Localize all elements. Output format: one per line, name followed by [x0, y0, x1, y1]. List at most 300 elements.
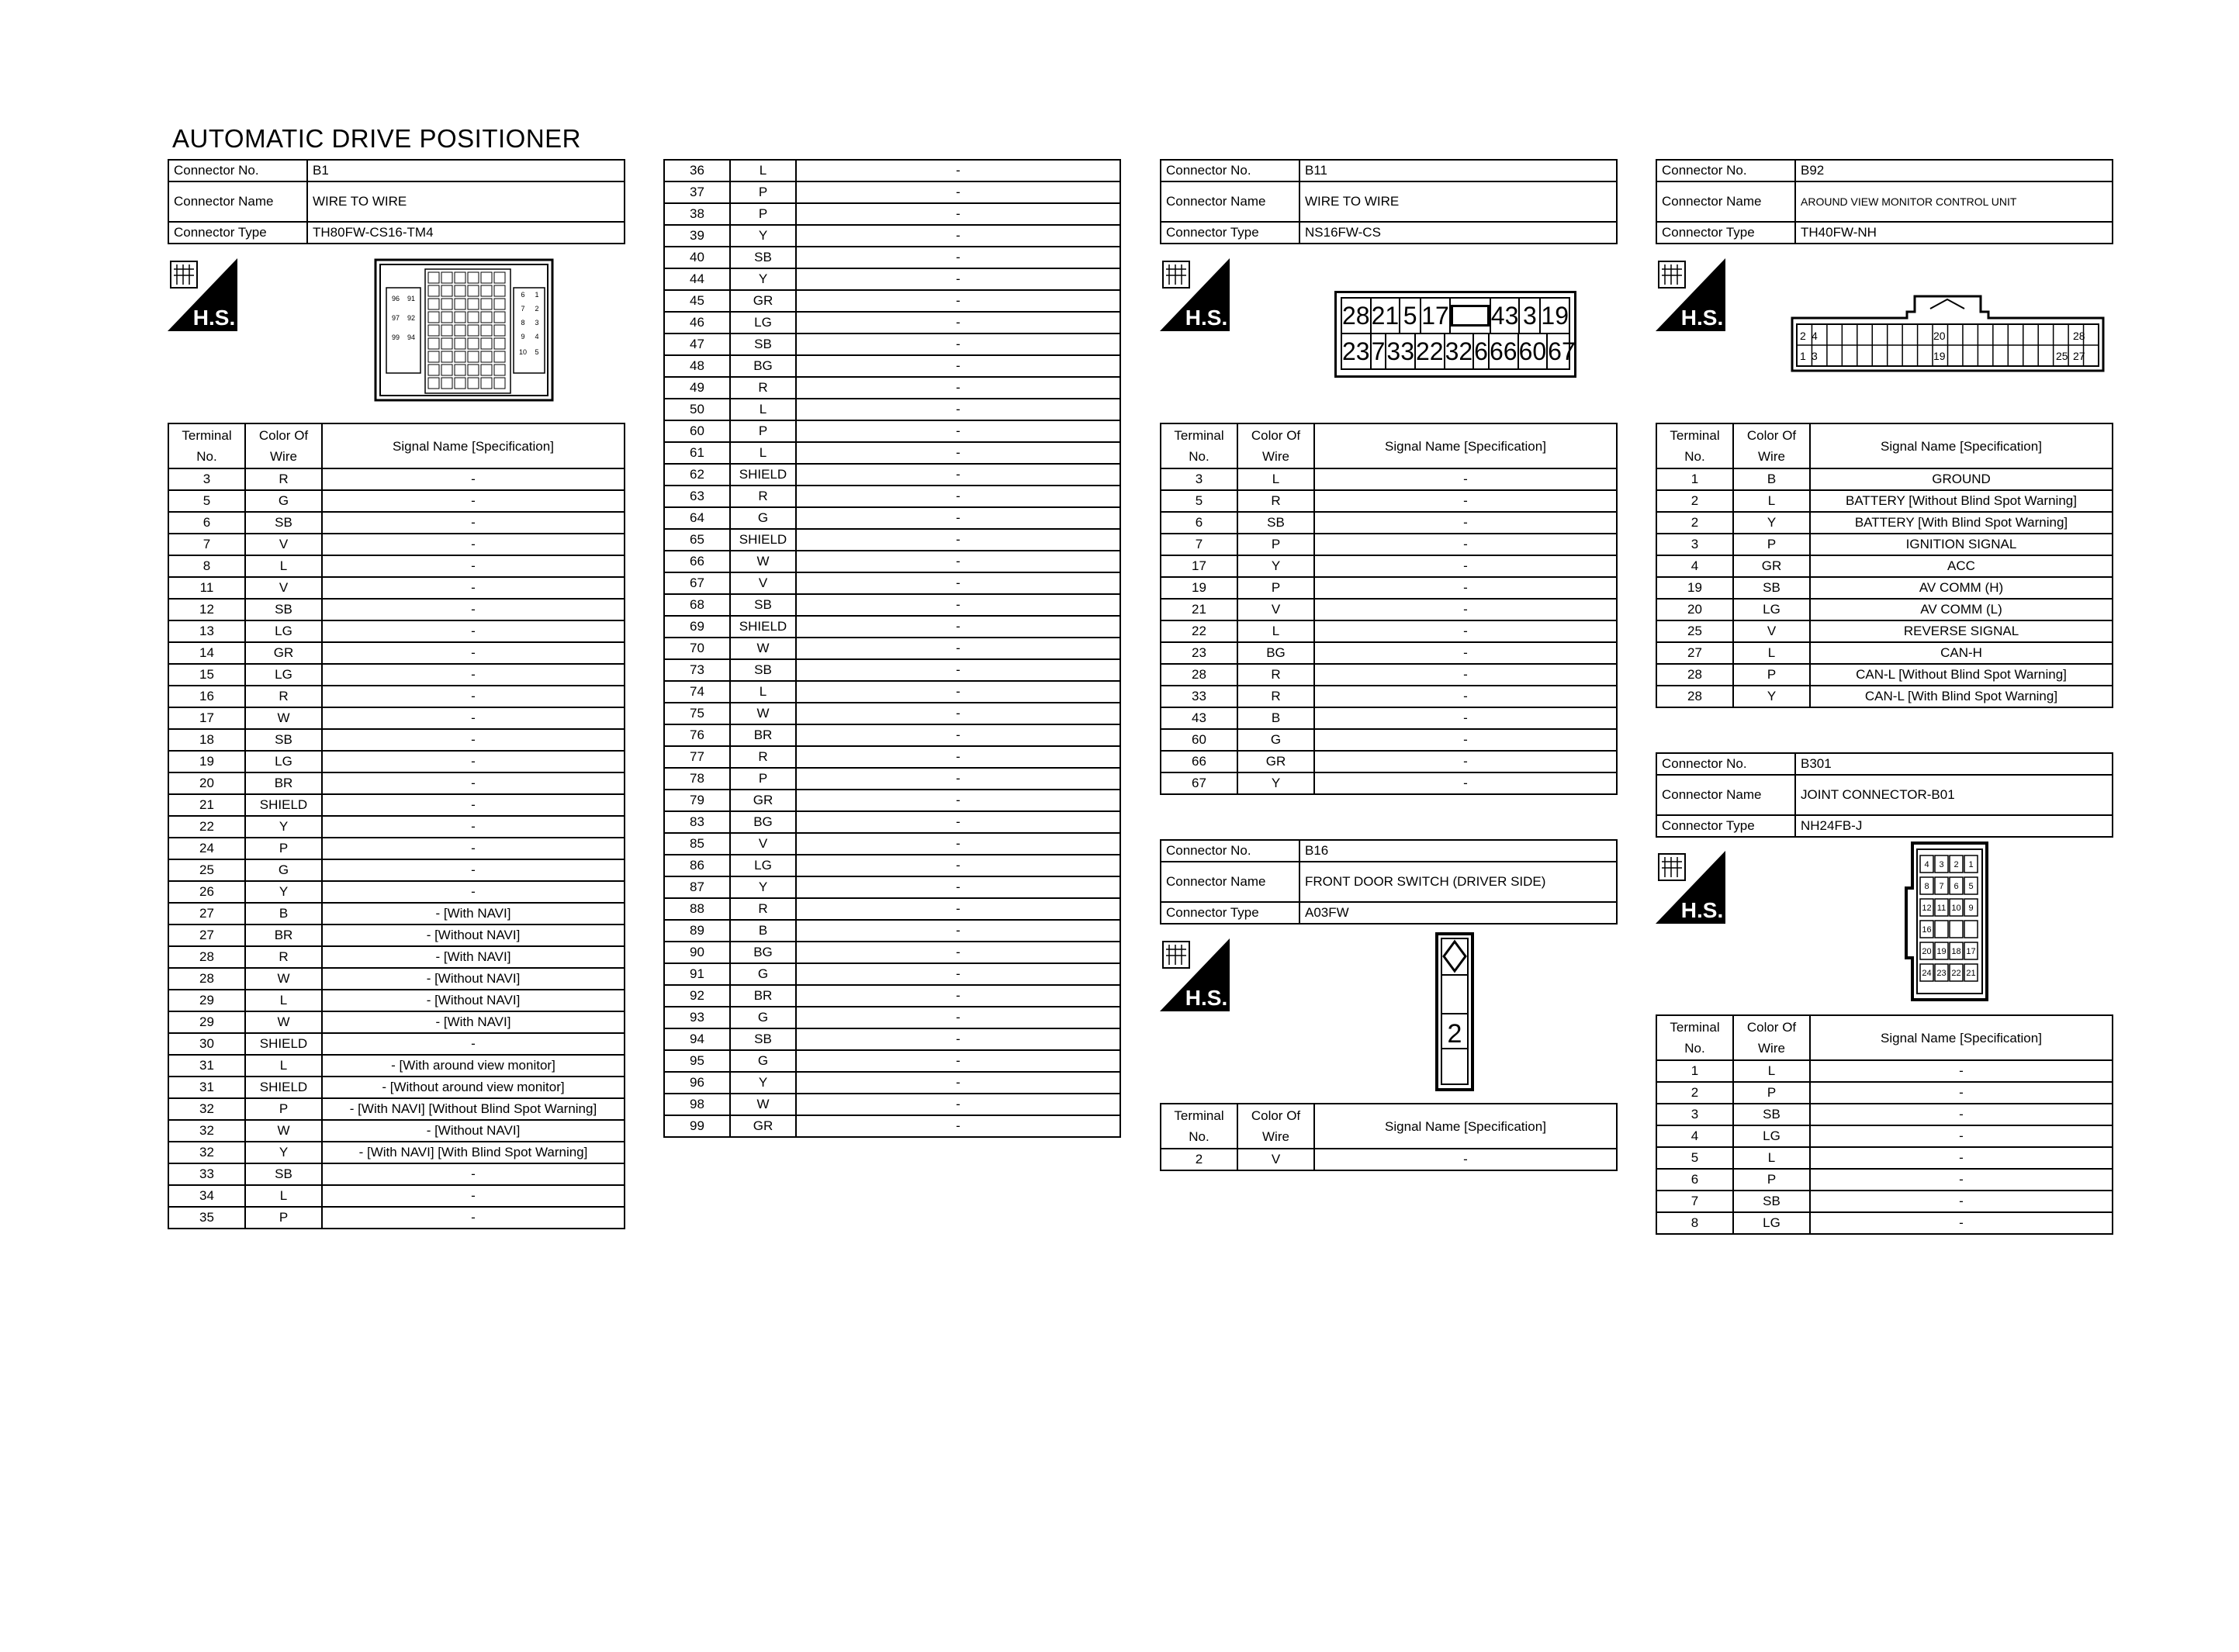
signal-cell: - [1314, 707, 1617, 729]
signal-cell: - [796, 898, 1120, 920]
color-cell: SB [730, 659, 796, 681]
b1-pin-cavity [441, 272, 452, 283]
color-cell: V [1237, 599, 1314, 620]
terminal-cell: 86 [664, 855, 730, 876]
terminal-cell: 39 [664, 225, 730, 247]
b1-pin-cavity [455, 378, 465, 389]
hs-label: H.S. [1680, 898, 1724, 922]
b301-pin-label: 11 [1936, 904, 1947, 913]
table-row [1656, 620, 2113, 642]
signal-cell: BATTERY [With Blind Spot Warning] [1810, 512, 2113, 534]
signal-cell: - [322, 838, 625, 859]
terminal-cell: 5 [168, 490, 245, 512]
signal-cell: - [796, 464, 1120, 486]
terminal-cell: 61 [664, 442, 730, 464]
color-cell: LG [730, 855, 796, 876]
terminal-cell: 77 [664, 746, 730, 768]
terminal-cell: 3 [168, 468, 245, 490]
signal-cell: - [796, 638, 1120, 659]
color-cell: B [1733, 468, 1810, 490]
signal-cell: - [796, 616, 1120, 638]
terminal-cell: 99 [664, 1115, 730, 1137]
color-header: Color Of Wire [1237, 423, 1314, 468]
b301-pin-label: 21 [1966, 969, 1976, 978]
b11-pin: 43 [1491, 299, 1521, 333]
signal-cell: - [1810, 1147, 2113, 1169]
table-row [664, 1072, 1120, 1094]
terminal-cell: 37 [664, 181, 730, 203]
b1-pin-label: 91 [407, 295, 416, 302]
b1-pin-cavity [428, 272, 439, 283]
terminal-header: Terminal No. [1161, 423, 1237, 468]
color-cell: GR [1237, 751, 1314, 772]
terminal-cell: 13 [168, 620, 245, 642]
signal-cell: - [796, 268, 1120, 290]
color-cell: SHIELD [245, 1077, 322, 1098]
table-row [1656, 1104, 2113, 1125]
color-cell: GR [730, 290, 796, 312]
b1-pin-cavity [481, 272, 492, 283]
signal-cell: - [With NAVI] [With Blind Spot Warning] [322, 1142, 625, 1163]
terminal-cell: 18 [168, 729, 245, 751]
table-row [1161, 772, 1617, 794]
table-row [168, 1185, 625, 1207]
signal-cell: - [With NAVI] [322, 946, 625, 968]
table-row [1161, 620, 1617, 642]
signal-header: Signal Name [Specification] [1314, 423, 1617, 468]
b1-pin-cavity [441, 365, 452, 375]
signal-cell: - [1314, 772, 1617, 794]
b1-pin-cavity [441, 285, 452, 296]
b1-pin-cavity [468, 338, 479, 349]
terminal-cell: 11 [168, 577, 245, 599]
terminal-cell: 44 [664, 268, 730, 290]
b16-pin-label: 2 [1447, 1019, 1462, 1049]
color-cell: G [730, 1050, 796, 1072]
color-cell: P [730, 420, 796, 442]
b301-pin-label: 9 [1968, 904, 1974, 913]
b1-pin-label: 94 [407, 334, 416, 341]
signal-cell: ACC [1810, 555, 2113, 577]
signal-cell: - [1314, 490, 1617, 512]
table-row [168, 1163, 625, 1185]
b16-header-table [1160, 839, 1618, 924]
terminal-cell: 36 [664, 160, 730, 181]
color-cell: SB [730, 594, 796, 616]
b11-pin-row-top [1341, 297, 1570, 334]
terminal-cell: 67 [1161, 772, 1237, 794]
signal-cell: - [Without NAVI] [322, 1120, 625, 1142]
color-cell: Y [1733, 686, 1810, 707]
signal-header: Signal Name [Specification] [322, 423, 625, 468]
color-cell: SB [1733, 1191, 1810, 1212]
table-row [168, 664, 625, 686]
table-row [168, 881, 625, 903]
b301-pin-label: 8 [1924, 882, 1929, 891]
color-cell: L [730, 442, 796, 464]
terminal-cell: 15 [168, 664, 245, 686]
table-row [168, 751, 625, 772]
b92-header-table [1656, 159, 2113, 244]
signal-cell: - [796, 420, 1120, 442]
signal-cell: - [1810, 1082, 2113, 1104]
terminal-cell: 5 [1656, 1147, 1733, 1169]
color-cell: LG [245, 664, 322, 686]
signal-cell: - [322, 1163, 625, 1185]
connector-name-value: FRONT DOOR SWITCH (DRIVER SIDE) [1299, 862, 1617, 902]
b301-pin-label: 24 [1922, 969, 1932, 978]
b1-pin-label: 1 [535, 291, 539, 299]
b92-terminal-table [1656, 423, 2113, 708]
b11-pin: 60 [1519, 334, 1549, 368]
b1-pin-cavity [481, 325, 492, 336]
table-row [1161, 490, 1617, 512]
signal-cell: - [796, 790, 1120, 811]
b1-pin-cavity [494, 338, 505, 349]
b301-pin-label: 20 [1922, 947, 1932, 956]
color-cell: BG [1237, 642, 1314, 664]
table-row [664, 290, 1120, 312]
color-cell: G [245, 490, 322, 512]
color-cell: LG [730, 312, 796, 334]
terminal-cell: 29 [168, 1011, 245, 1033]
terminal-cell: 20 [168, 772, 245, 794]
terminal-cell: 5 [1161, 490, 1237, 512]
b1-pin-cavity [468, 299, 479, 309]
signal-cell: - [796, 529, 1120, 551]
signal-cell: - [322, 642, 625, 664]
b1-pin-label: 96 [391, 295, 400, 302]
b301-pin-label: 4 [1924, 860, 1929, 869]
connector-name-label: Connector Name [1161, 181, 1299, 222]
b1-pin-label: 10 [518, 348, 528, 356]
b1-pin-cavity [455, 365, 465, 375]
terminal-cell: 90 [664, 942, 730, 963]
b1-pin-label: 9 [521, 333, 525, 340]
terminal-cell: 38 [664, 203, 730, 225]
b92-pin-label: 28 [2073, 330, 2085, 342]
signal-cell: - [796, 1115, 1120, 1137]
signal-cell: - [With NAVI] [Without Blind Spot Warning] [322, 1098, 625, 1120]
table-row [1161, 577, 1617, 599]
terminal-cell: 83 [664, 811, 730, 833]
table-row [168, 968, 625, 990]
terminal-cell: 28 [1656, 664, 1733, 686]
terminal-cell: 60 [664, 420, 730, 442]
terminal-cell: 62 [664, 464, 730, 486]
table-row [168, 903, 625, 924]
color-cell: L [1733, 642, 1810, 664]
b1-pin-cavity [494, 285, 505, 296]
signal-cell: - [796, 247, 1120, 268]
table-row [664, 420, 1120, 442]
signal-cell: - [796, 855, 1120, 876]
b1-pin-cavity [481, 338, 492, 349]
signal-cell: - [796, 963, 1120, 985]
color-cell: GR [730, 790, 796, 811]
b1-pin-cavity [494, 272, 505, 283]
color-cell: R [730, 898, 796, 920]
color-cell: BG [730, 355, 796, 377]
table-row [664, 703, 1120, 724]
b1-pin-cavity [494, 351, 505, 362]
terminal-cell: 7 [1656, 1191, 1733, 1212]
terminal-cell: 26 [168, 881, 245, 903]
signal-cell: - [322, 686, 625, 707]
terminal-cell: 32 [168, 1098, 245, 1120]
table-row [168, 577, 625, 599]
signal-cell: - [Without NAVI] [322, 968, 625, 990]
color-cell: W [730, 638, 796, 659]
signal-cell: - [322, 816, 625, 838]
terminal-cell: 87 [664, 876, 730, 898]
harness-side-icon [1160, 258, 1230, 331]
b1-pin-cavity [494, 378, 505, 389]
connector-type-label: Connector Type [1161, 902, 1299, 924]
b11-pin: 22 [1416, 334, 1445, 368]
terminal-cell: 85 [664, 833, 730, 855]
color-cell: SB [1733, 577, 1810, 599]
color-cell: P [1237, 577, 1314, 599]
color-cell: V [1733, 620, 1810, 642]
table-row [168, 729, 625, 751]
table-row [664, 572, 1120, 594]
terminal-cell: 29 [168, 990, 245, 1011]
b1-pin-label: 97 [391, 314, 400, 322]
table-row [664, 942, 1120, 963]
b92-pin-label: 25 [2056, 350, 2068, 362]
terminal-cell: 46 [664, 312, 730, 334]
signal-cell: - [796, 225, 1120, 247]
connector-no-value: B11 [1299, 160, 1617, 181]
color-cell: Y [730, 876, 796, 898]
b92-pin-label: 20 [1933, 330, 1946, 342]
table-row [1656, 1060, 2113, 1082]
b1-pin-cavity [455, 351, 465, 362]
color-cell: L [730, 399, 796, 420]
b1-pin-cavity [441, 338, 452, 349]
b1-pin-cavity [428, 338, 439, 349]
terminal-cell: 78 [664, 768, 730, 790]
table-row [664, 681, 1120, 703]
terminal-cell: 12 [168, 599, 245, 620]
b1-pin-cavity [481, 312, 492, 323]
terminal-cell: 21 [168, 794, 245, 816]
table-row [168, 924, 625, 946]
b1-connector-face [374, 258, 554, 402]
connector-type-value: A03FW [1299, 902, 1617, 924]
harness-side-icon [168, 258, 237, 331]
terminal-cell: 45 [664, 290, 730, 312]
terminal-cell: 47 [664, 334, 730, 355]
terminal-cell: 7 [168, 534, 245, 555]
signal-cell: - [322, 794, 625, 816]
terminal-header: Terminal No. [168, 423, 245, 468]
table-row [664, 464, 1120, 486]
b92-connector-face [1791, 295, 2105, 372]
table-row [1656, 512, 2113, 534]
b1-pin-cavity [468, 365, 479, 375]
color-cell: G [730, 507, 796, 529]
b1-pin-cavity [441, 312, 452, 323]
table-row [168, 1055, 625, 1077]
color-cell: L [1237, 620, 1314, 642]
signal-cell: - [322, 468, 625, 490]
terminal-cell: 89 [664, 920, 730, 942]
b11-pin: 66 [1490, 334, 1519, 368]
harness-side-icon [1160, 938, 1230, 1011]
b301-pin-label: 17 [1966, 947, 1976, 956]
b16-terminal-table [1160, 1103, 1618, 1171]
color-cell: Y [245, 1142, 322, 1163]
table-row [664, 203, 1120, 225]
b301-pin-label: 6 [1954, 882, 1959, 891]
terminal-cell: 49 [664, 377, 730, 399]
b301-pin-label: 12 [1922, 904, 1932, 913]
color-cell: LG [1733, 599, 1810, 620]
terminal-cell: 88 [664, 898, 730, 920]
signal-cell: - [1314, 664, 1617, 686]
table-row [168, 512, 625, 534]
color-cell: G [730, 963, 796, 985]
terminal-cell: 21 [1161, 599, 1237, 620]
signal-cell: - [322, 1033, 625, 1055]
table-row [664, 1028, 1120, 1050]
table-row [664, 898, 1120, 920]
terminal-header: Terminal No. [1656, 1015, 1733, 1060]
b11-pin: 32 [1445, 334, 1475, 368]
terminal-cell: 48 [664, 355, 730, 377]
signal-cell: - [796, 312, 1120, 334]
color-cell: L [1237, 468, 1314, 490]
hs-label: H.S. [1185, 986, 1228, 1010]
color-cell: Y [1733, 512, 1810, 534]
color-cell: W [730, 1094, 796, 1115]
terminal-cell: 94 [664, 1028, 730, 1050]
color-cell: P [1733, 664, 1810, 686]
terminal-cell: 79 [664, 790, 730, 811]
signal-cell: - [Without NAVI] [322, 924, 625, 946]
color-header: Color Of Wire [245, 423, 322, 468]
signal-cell: CAN-L [With Blind Spot Warning] [1810, 686, 2113, 707]
signal-cell: - [With around view monitor] [322, 1055, 625, 1077]
b301-pin-cavity [1964, 921, 1978, 938]
terminal-cell: 3 [1656, 534, 1733, 555]
signal-cell: - [796, 811, 1120, 833]
color-cell: L [245, 555, 322, 577]
color-cell: BR [730, 985, 796, 1007]
terminal-cell: 28 [168, 946, 245, 968]
connector-no-label: Connector No. [168, 160, 307, 181]
b1-terminal-table-continued [663, 159, 1121, 1138]
signal-cell: - [796, 594, 1120, 616]
hs-label: H.S. [1185, 306, 1228, 330]
terminal-cell: 40 [664, 247, 730, 268]
table-row [168, 816, 625, 838]
terminal-header: Terminal No. [1656, 423, 1733, 468]
color-cell: SB [245, 599, 322, 620]
color-cell: SHIELD [245, 1033, 322, 1055]
table-row [168, 1120, 625, 1142]
terminal-cell: 25 [1656, 620, 1733, 642]
terminal-cell: 33 [1161, 686, 1237, 707]
signal-cell: - [796, 1072, 1120, 1094]
b11-pin: 67 [1548, 337, 1576, 365]
b301-pin-label: 22 [1951, 969, 1961, 978]
connector-type-value: NH24FB-J [1795, 815, 2113, 837]
table-row [168, 686, 625, 707]
b1-pin-cavity [494, 325, 505, 336]
table-row [664, 1007, 1120, 1028]
table-row [168, 1207, 625, 1229]
terminal-cell: 95 [664, 1050, 730, 1072]
signal-cell: - [1314, 642, 1617, 664]
terminal-cell: 6 [1656, 1169, 1733, 1191]
signal-cell: - [796, 160, 1120, 181]
color-cell: L [1733, 490, 1810, 512]
table-row [664, 442, 1120, 464]
b301-header-table [1656, 752, 2113, 838]
signal-cell: - [322, 1207, 625, 1229]
terminal-cell: 17 [1161, 555, 1237, 577]
color-cell: Y [730, 225, 796, 247]
terminal-cell: 43 [1161, 707, 1237, 729]
signal-cell: - [796, 1007, 1120, 1028]
color-cell: SB [730, 334, 796, 355]
table-row [1656, 468, 2113, 490]
table-row [664, 594, 1120, 616]
table-row [664, 486, 1120, 507]
signal-cell: - [796, 985, 1120, 1007]
color-cell: V [245, 577, 322, 599]
terminal-cell: 28 [1161, 664, 1237, 686]
b1-pin-cavity [468, 378, 479, 389]
signal-cell: - [1314, 512, 1617, 534]
b1-pin-label: 92 [407, 314, 416, 322]
table-row [1656, 599, 2113, 620]
terminal-cell: 2 [1656, 512, 1733, 534]
signal-cell: - [322, 664, 625, 686]
terminal-cell: 70 [664, 638, 730, 659]
table-row [168, 1098, 625, 1120]
table-row [1656, 577, 2113, 599]
b1-pin-cavity [468, 351, 479, 362]
connector-name-label: Connector Name [1656, 775, 1795, 815]
terminal-cell: 73 [664, 659, 730, 681]
table-row [168, 1011, 625, 1033]
table-row [1161, 664, 1617, 686]
signal-cell: - [322, 620, 625, 642]
table-row [168, 490, 625, 512]
connector-type-value: TH80FW-CS16-TM4 [307, 222, 625, 244]
b1-pin-cavity [428, 378, 439, 389]
signal-cell: - [322, 881, 625, 903]
terminal-cell: 2 [1656, 490, 1733, 512]
color-cell: SHIELD [730, 464, 796, 486]
b11-pin: 5 [1400, 299, 1421, 333]
signal-cell: - [796, 1050, 1120, 1072]
table-row [1161, 599, 1617, 620]
table-row [168, 1077, 625, 1098]
b301-pin-cavity [1950, 921, 1963, 938]
color-cell: GR [1733, 555, 1810, 577]
terminal-cell: 19 [168, 751, 245, 772]
terminal-cell: 2 [1656, 1082, 1733, 1104]
b301-pin-label: 23 [1936, 969, 1947, 978]
connector-type-label: Connector Type [1161, 222, 1299, 244]
color-cell: SB [730, 247, 796, 268]
color-header: Color Of Wire [1733, 1015, 1810, 1060]
